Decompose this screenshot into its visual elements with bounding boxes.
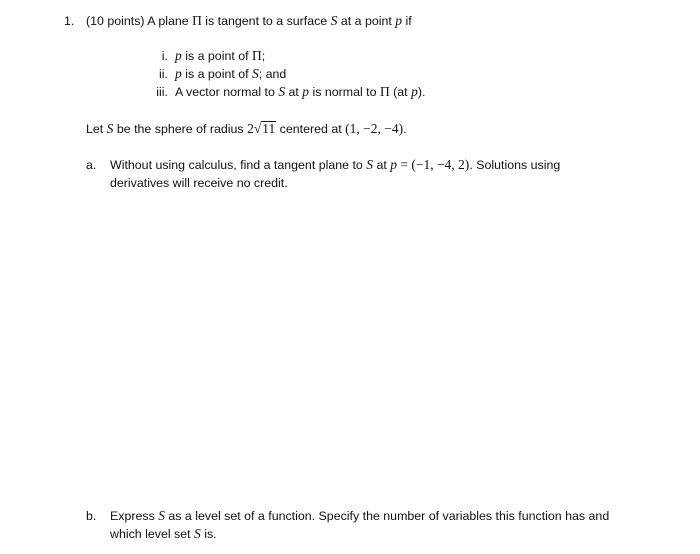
- condition-3-numeral: iii.: [156, 85, 168, 99]
- condition-3: [175, 84, 425, 100]
- intro-text-3: at a point: [337, 14, 396, 28]
- part-b-text-4: is.: [200, 527, 217, 541]
- condition-3-text: is normal to: [309, 85, 380, 99]
- part-a-label: a.: [86, 158, 97, 172]
- condition-3-pre: A vector normal to: [175, 85, 279, 99]
- part-b-sphere-var: S: [158, 508, 165, 523]
- radius-coefficient: 2: [247, 121, 254, 136]
- part-a-text-1: Without using calculus, find a tangent plane to: [110, 158, 367, 172]
- part-a-line-1: [110, 157, 560, 173]
- sphere-setup: [86, 121, 407, 137]
- part-a-sphere-var: S: [366, 157, 373, 172]
- part-a-point-coords: = (−1, −4, 2): [396, 157, 470, 172]
- problem-number-text: 1.: [64, 14, 75, 28]
- condition-3-symbol: Π: [379, 84, 390, 99]
- problem-intro: [86, 13, 412, 29]
- condition-3-paren-close: ).: [417, 85, 426, 99]
- condition-2-surface: S: [252, 66, 259, 81]
- part-a-point-var: p: [390, 157, 397, 172]
- condition-3-at: at: [285, 85, 303, 99]
- part-b-text-2: as a level set of a function. Specify the number of variables this function has and: [164, 509, 610, 523]
- condition-2-end: ; and: [258, 67, 287, 81]
- condition-1-text: is a point of: [181, 49, 253, 63]
- setup-text-3: centered at: [276, 122, 346, 136]
- problem-number: [64, 13, 74, 29]
- radius-expression: [247, 121, 276, 137]
- condition-2-var: p: [175, 66, 182, 81]
- plane-symbol: Π: [192, 13, 202, 28]
- setup-text-2: be the sphere of radius: [113, 122, 248, 136]
- radius-radicand: 11: [262, 121, 276, 136]
- condition-3-point-2: p: [411, 84, 418, 99]
- point-symbol: p: [395, 13, 403, 28]
- setup-sphere-var: S: [106, 121, 114, 136]
- condition-3-point: p: [302, 84, 310, 99]
- setup-text-1: Let: [86, 122, 107, 136]
- condition-1-numeral: i.: [161, 49, 168, 63]
- condition-2: [175, 66, 286, 82]
- part-b-label: b.: [86, 509, 97, 523]
- condition-1-var: p: [175, 48, 182, 63]
- condition-1: [175, 48, 265, 64]
- sqrt-sign: √: [253, 121, 262, 136]
- condition-1-symbol: Π: [252, 48, 262, 63]
- part-b-line-1: [110, 508, 609, 524]
- sphere-center: (1, −2, −4): [345, 121, 404, 136]
- surface-symbol: S: [330, 13, 338, 28]
- part-a-text-2: . Solutions using: [469, 158, 561, 172]
- condition-3-paren-open: (at: [389, 85, 412, 99]
- condition-1-end: ;: [261, 49, 266, 63]
- setup-end: .: [403, 122, 407, 136]
- intro-text-4: if: [402, 14, 412, 28]
- part-a-line-2: derivatives will receive no credit.: [110, 176, 288, 190]
- part-b-sphere-var-2: S: [194, 526, 201, 541]
- condition-3-surface: S: [278, 84, 286, 99]
- part-b-line-2: [110, 526, 217, 542]
- intro-text-2: is tangent to a surface: [201, 14, 331, 28]
- part-b-text-3: which level set: [110, 527, 195, 541]
- intro-text-1: (10 points) A plane: [86, 14, 193, 28]
- condition-2-numeral: ii.: [159, 67, 168, 81]
- part-a-at: at: [373, 158, 391, 172]
- condition-2-text: is a point of: [181, 67, 253, 81]
- part-b-text-1: Express: [110, 509, 159, 523]
